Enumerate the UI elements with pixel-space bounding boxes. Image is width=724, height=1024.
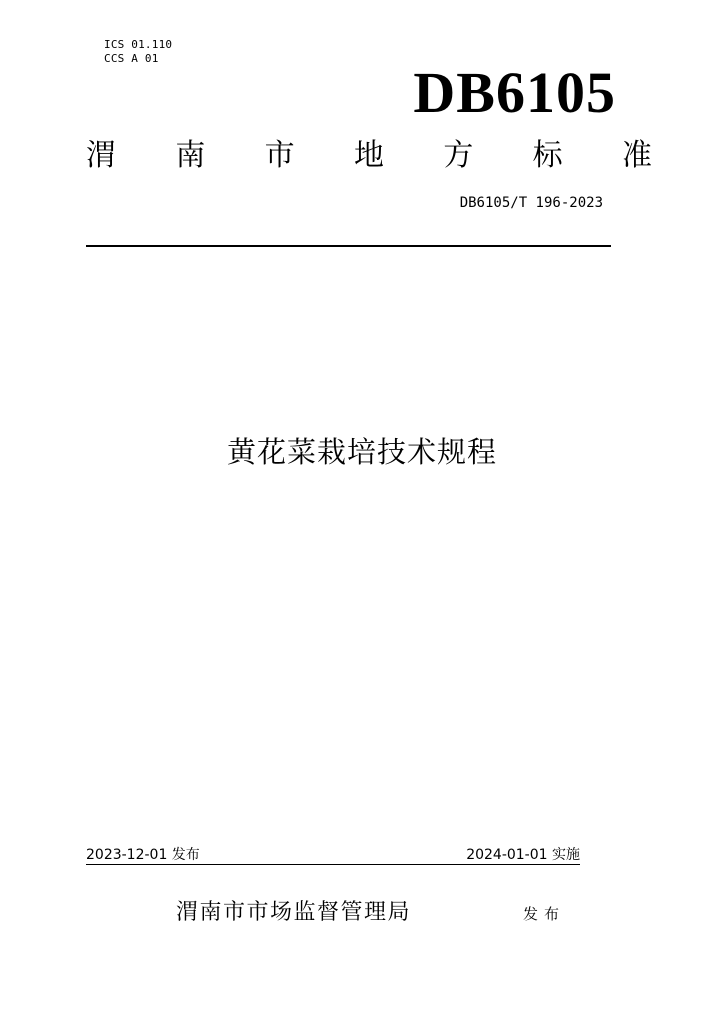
standard-type-char: 南 bbox=[175, 138, 206, 173]
standard-type-char: 地 bbox=[353, 138, 384, 173]
standard-logo: DB6105 bbox=[413, 60, 616, 125]
standard-number: DB6105/T 196-2023 bbox=[459, 195, 603, 211]
ics-code: ICS 01.110 bbox=[104, 38, 173, 51]
standard-type-char: 市 bbox=[264, 138, 295, 173]
issue-label: 发布 bbox=[523, 905, 566, 923]
standard-type-char: 准 bbox=[621, 138, 652, 173]
footer-divider bbox=[86, 864, 580, 865]
implementation-date: 2024-01-01 实施 bbox=[466, 847, 580, 863]
release-date: 2023-12-01 发布 bbox=[86, 847, 200, 863]
standard-type-char: 方 bbox=[443, 138, 474, 173]
header-divider bbox=[86, 245, 611, 247]
standard-type-heading bbox=[86, 136, 652, 176]
issuing-authority: 渭南市市场监督管理局 bbox=[176, 900, 412, 925]
ccs-code: CCS A 01 bbox=[104, 52, 159, 65]
standard-type-char: 渭 bbox=[86, 138, 116, 173]
standard-type-char: 标 bbox=[532, 138, 563, 173]
document-title: 黄花菜栽培技术规程 bbox=[226, 435, 497, 469]
